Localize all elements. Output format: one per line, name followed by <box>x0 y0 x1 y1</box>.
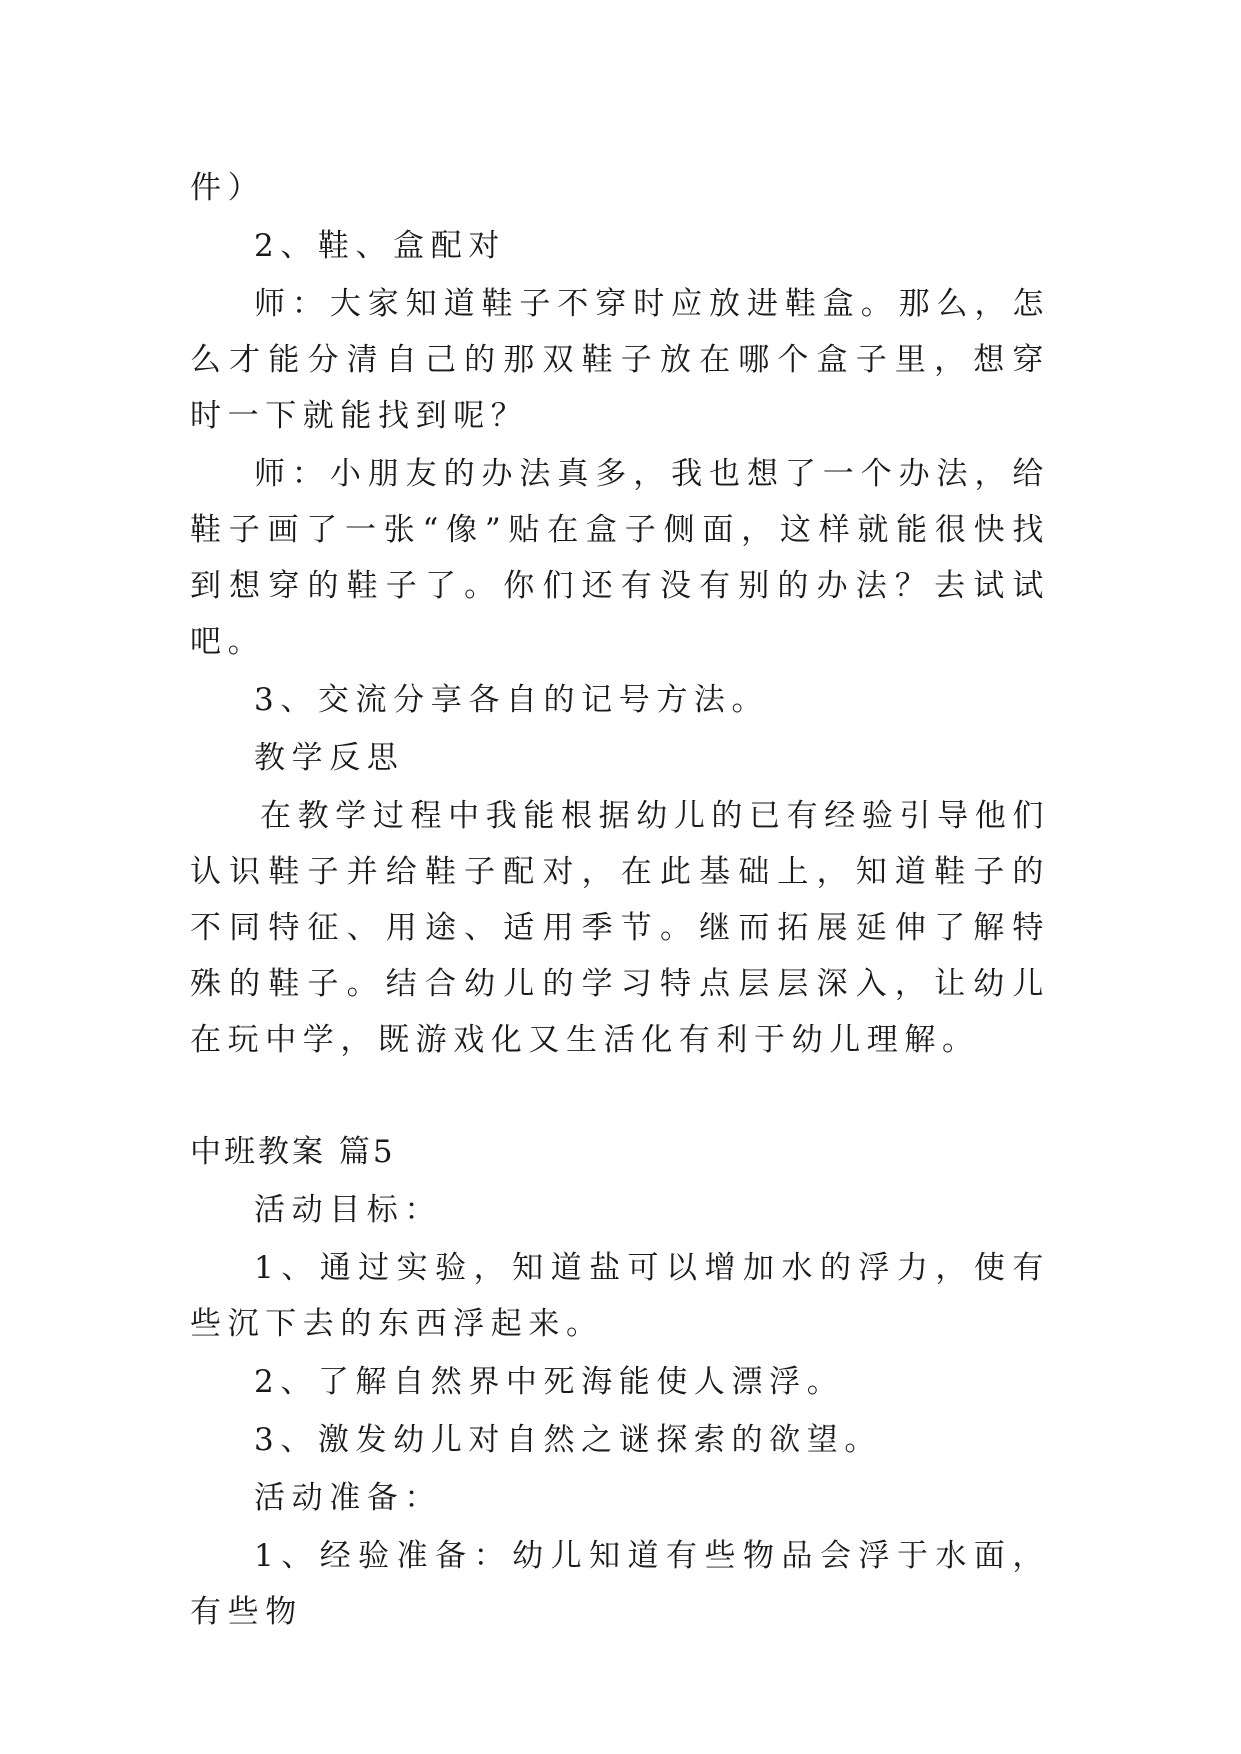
reflection-paragraph: 在教学过程中我能根据幼儿的已有经验引导他们认识鞋子并给鞋子配对，在此基础上，知道鞋子的不同特征、用途、适用季节。继而拓展延伸了解特殊的鞋子。结合幼儿的学习特点层层深入，让幼儿在玩中学，既游戏化又生活化有利于幼儿理解。 <box>190 798 1050 1058</box>
prep-1-text: 1、经验准备：幼儿知道有些物品会浮于水面，有些物 <box>190 1538 1050 1630</box>
document-page <box>190 160 1050 1642</box>
teacher-method-paragraph: 师：小朋友的办法真多，我也想了一个办法，给鞋子画了一张“像”贴在盒子侧面，这样就能很快找到想穿的鞋子了。你们还有没有别的办法？去试试吧。 <box>190 456 1050 660</box>
goal-1-text: 1、通过实验，知道盐可以增加水的浮力，使有些沉下去的东西浮起来。 <box>190 1250 1050 1342</box>
goal-2-text: 2、了解自然界中死海能使人漂浮。 <box>254 1364 845 1400</box>
continuation-text: 件） <box>190 170 266 206</box>
goal-3-text: 3、激发幼儿对自然之谜探索的欲望。 <box>254 1422 882 1458</box>
item-3-text: 3、交流分享各自的记号方法。 <box>254 682 770 718</box>
goals-heading: 活动目标： <box>254 1192 442 1228</box>
teacher-question-paragraph: 师：大家知道鞋子不穿时应放进鞋盒。那么，怎么才能分清自己的那双鞋子放在哪个盒子里，想穿时一下就能找到呢？ <box>190 286 1050 434</box>
reflection-heading: 教学反思 <box>254 740 405 776</box>
item-2-heading: 2、鞋、盒配对 <box>254 228 506 264</box>
section-title: 中班教案 篇5 <box>190 1134 396 1170</box>
prep-heading: 活动准备： <box>254 1480 442 1516</box>
